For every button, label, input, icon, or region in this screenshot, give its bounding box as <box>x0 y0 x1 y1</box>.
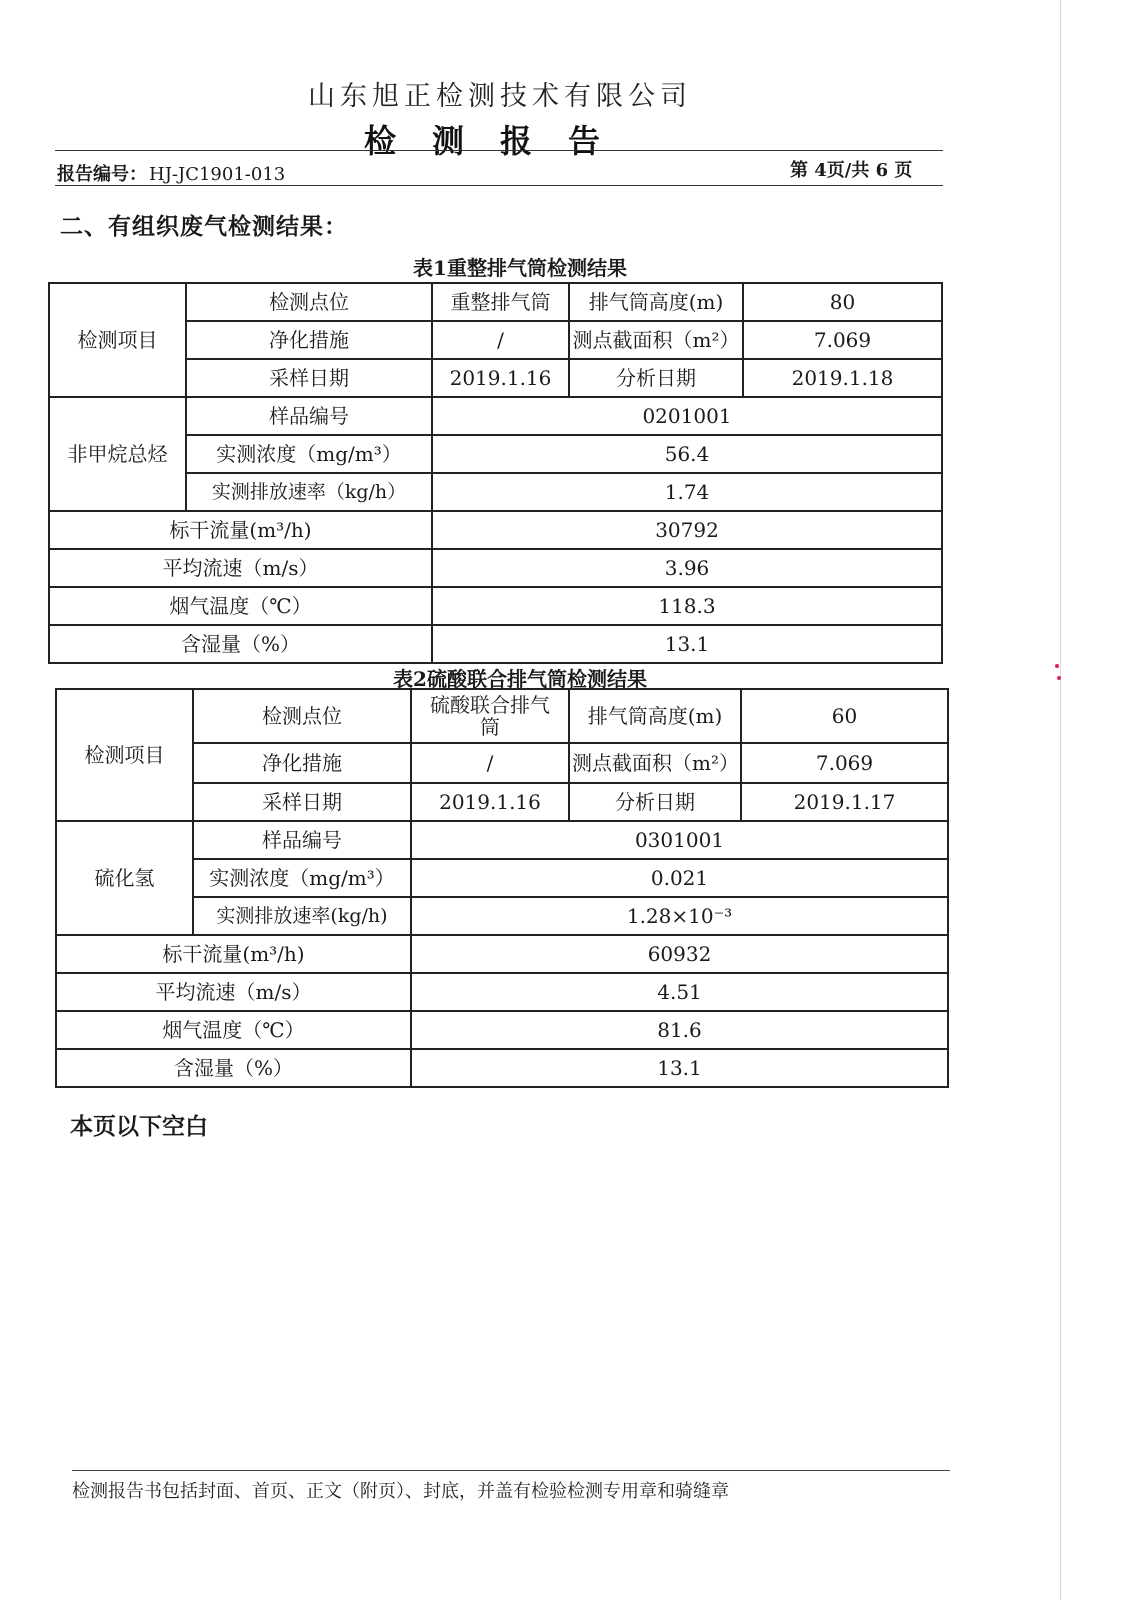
document-title: 检测报告 <box>363 122 636 160</box>
company-name: 山东旭正检测技术有限公司 <box>308 81 692 112</box>
flow-label-cell: 标干流量(m³/h) <box>56 935 411 973</box>
height-label-cell: 排气筒高度(m) <box>569 283 743 321</box>
area-label-cell: 测点截面积（m²） <box>569 321 743 359</box>
table-row <box>56 1011 948 1049</box>
rate-label-cell: 实测排放速率（kg/h） <box>186 473 432 511</box>
table2-caption: 表2硫酸联合排气筒检测结果 <box>393 667 647 691</box>
table1 <box>48 282 943 664</box>
table-row <box>49 549 942 587</box>
table-row <box>49 283 942 321</box>
analysis-date-cell: 2019.1.18 <box>743 359 942 397</box>
sample-date-cell: 2019.1.16 <box>432 359 569 397</box>
area-value-cell: 7.069 <box>741 743 948 783</box>
table-row <box>49 587 942 625</box>
sample-date-label-cell: 采样日期 <box>186 359 432 397</box>
temp-value-cell: 81.6 <box>411 1011 948 1049</box>
rate-value-cell: 1.28×10⁻³ <box>411 897 948 935</box>
sample-no-label-cell: 样品编号 <box>186 397 432 435</box>
velocity-value-cell: 4.51 <box>411 973 948 1011</box>
footer-divider <box>72 1470 950 1471</box>
rate-label-cell: 实测排放速率(kg/h) <box>193 897 411 935</box>
table-row <box>49 625 942 663</box>
scan-edge-line <box>1060 0 1061 1600</box>
conc-value-cell: 56.4 <box>432 435 942 473</box>
table-row <box>56 821 948 859</box>
sample-no-label-cell: 样品编号 <box>193 821 411 859</box>
analysis-date-label-cell: 分析日期 <box>569 783 741 821</box>
blank-page-note: 本页以下空白 <box>70 1113 208 1140</box>
area-label-cell: 测点截面积（m²） <box>569 743 741 783</box>
table2 <box>55 688 949 1088</box>
point-label-cell: 检测点位 <box>193 689 411 743</box>
area-value-cell: 7.069 <box>743 321 942 359</box>
group-label-cell: 检测项目 <box>49 283 186 397</box>
header-divider <box>55 150 943 151</box>
table-row <box>56 689 948 743</box>
pollutant-cell: 非甲烷总烃 <box>49 397 186 511</box>
temp-label-cell: 烟气温度（℃） <box>56 1011 411 1049</box>
group-label-cell: 检测项目 <box>56 689 193 821</box>
scan-mark <box>1055 664 1059 668</box>
table-row <box>56 935 948 973</box>
purify-value-cell: / <box>432 321 569 359</box>
report-number <box>57 160 285 186</box>
velocity-value-cell: 3.96 <box>432 549 942 587</box>
moisture-label-cell: 含湿量（%） <box>56 1049 411 1087</box>
purify-label-cell: 净化措施 <box>193 743 411 783</box>
temp-label-cell: 烟气温度（℃） <box>49 587 432 625</box>
height-label-cell: 排气筒高度(m) <box>569 689 741 743</box>
conc-value-cell: 0.021 <box>411 859 948 897</box>
table1-caption: 表1重整排气筒检测结果 <box>413 256 627 280</box>
height-value-cell: 80 <box>743 283 942 321</box>
conc-label-cell: 实测浓度（mg/m³） <box>186 435 432 473</box>
pollutant-cell: 硫化氢 <box>56 821 193 935</box>
analysis-date-cell: 2019.1.17 <box>741 783 948 821</box>
flow-value-cell: 30792 <box>432 511 942 549</box>
header-underline <box>55 185 943 186</box>
moisture-label-cell: 含湿量（%） <box>49 625 432 663</box>
rate-value-cell: 1.74 <box>432 473 942 511</box>
sample-date-cell: 2019.1.16 <box>411 783 569 821</box>
moisture-value-cell: 13.1 <box>432 625 942 663</box>
conc-label-cell: 实测浓度（mg/m³） <box>193 859 411 897</box>
velocity-label-cell: 平均流速（m/s） <box>49 549 432 587</box>
table-row <box>56 973 948 1011</box>
section-title: 二、有组织废气检测结果： <box>60 213 348 240</box>
height-value-cell: 60 <box>741 689 948 743</box>
point-value-cell: 重整排气筒 <box>432 283 569 321</box>
report-number-value: HJ-JC1901-013 <box>149 164 286 185</box>
flow-label-cell: 标干流量(m³/h) <box>49 511 432 549</box>
point-label-cell: 检测点位 <box>186 283 432 321</box>
page-indicator: 第 4页/共 6 页 <box>790 160 913 181</box>
purify-label-cell: 净化措施 <box>186 321 432 359</box>
sample-no-cell: 0301001 <box>411 821 948 859</box>
purify-value-cell: / <box>411 743 569 783</box>
table-row <box>49 511 942 549</box>
table-row <box>49 397 942 435</box>
velocity-label-cell: 平均流速（m/s） <box>56 973 411 1011</box>
sample-no-cell: 0201001 <box>432 397 942 435</box>
sample-date-label-cell: 采样日期 <box>193 783 411 821</box>
point-value-cell: 硫酸联合排气筒 <box>411 689 569 743</box>
scan-mark <box>1057 676 1061 680</box>
flow-value-cell: 60932 <box>411 935 948 973</box>
moisture-value-cell: 13.1 <box>411 1049 948 1087</box>
analysis-date-label-cell: 分析日期 <box>569 359 743 397</box>
report-number-label: 报告编号： <box>57 164 147 185</box>
table-row <box>56 1049 948 1087</box>
footer-note: 检测报告书包括封面、首页、正文（附页）、封底，并盖有检验检测专用章和骑缝章 <box>72 1481 729 1502</box>
temp-value-cell: 118.3 <box>432 587 942 625</box>
